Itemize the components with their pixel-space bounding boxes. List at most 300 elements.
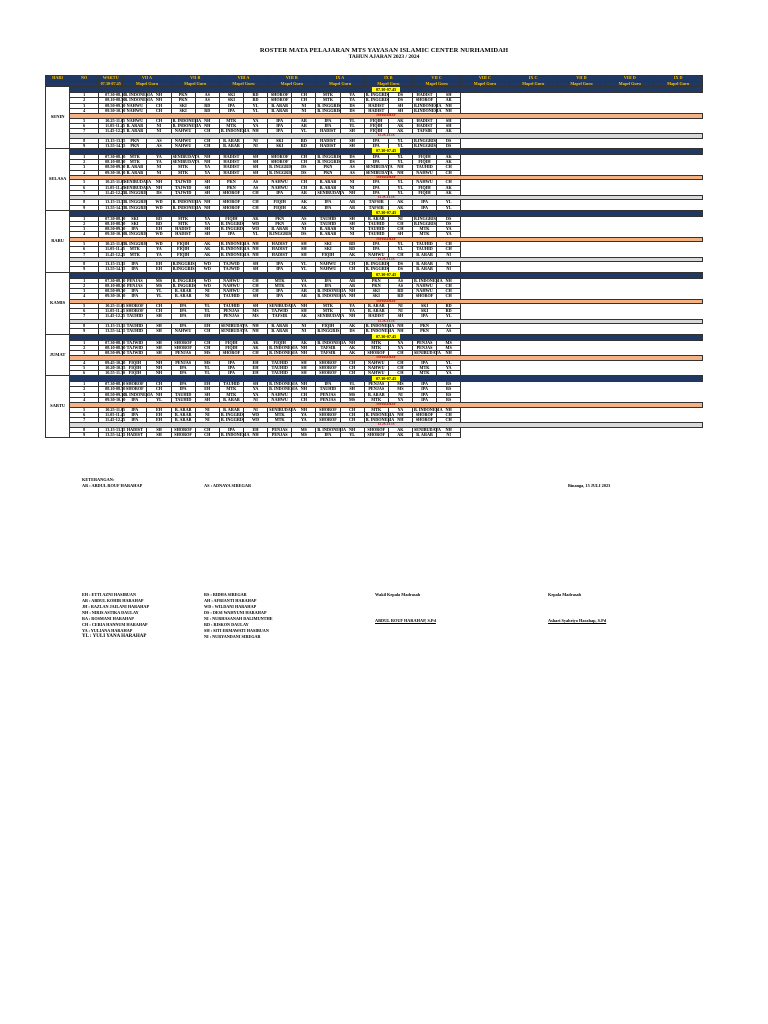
teacher-cell: EH (147, 262, 171, 267)
teacher-cell: DS (388, 267, 412, 272)
teacher-cell: SH (388, 232, 412, 237)
teacher-cell: MS (292, 427, 316, 432)
teacher-cell: YL (147, 294, 171, 299)
teacher-cell: YA (340, 98, 364, 103)
teacher-cell: YA (340, 304, 364, 309)
teacher-cell: CH (147, 118, 171, 123)
period-time: 09.45-10.20 (99, 360, 123, 365)
period-number: 2 (70, 98, 99, 103)
teacher-cell: NI (195, 289, 219, 294)
subject-cell: NAHWU (123, 118, 147, 123)
day-name: SABTU (46, 376, 70, 438)
teacher-cell: SH (340, 143, 364, 148)
subject-cell: IPA (268, 118, 292, 123)
teacher-cell: CH (243, 278, 267, 283)
period-time: 11.05-11.45 (99, 123, 123, 128)
subject-cell: TAUHID (412, 165, 436, 170)
period-time: 09.30-10.10 (99, 397, 123, 402)
teacher-cell: NI (340, 232, 364, 237)
teacher-cell: YA (243, 123, 267, 128)
subject-cell: SKI (219, 98, 243, 103)
subject-cell: TAUHID (123, 324, 147, 329)
teacher-cell: DS (388, 93, 412, 98)
subject-cell: TAJWID (219, 262, 243, 267)
teacher-cell: NI (147, 123, 171, 128)
teacher-cell: AK (243, 345, 267, 350)
break-label: ISTIRAHAT (70, 403, 703, 408)
period-time: 08.10-08.50 (99, 345, 123, 350)
head-title: Kepala Madrasah (548, 592, 582, 597)
teacher-cell: NI (388, 392, 412, 397)
teacher-cell: CH (292, 397, 316, 402)
period-time: 08.10-08.50 (99, 222, 123, 227)
subject-cell: HADIST (219, 160, 243, 165)
teacher-cell: AK (195, 252, 219, 257)
teacher-cell: NH (340, 340, 364, 345)
subject-cell: B. INGGRIS (220, 411, 244, 417)
subject-cell: TAUHID (171, 392, 195, 397)
header-class: VIII D (606, 76, 654, 82)
teacher-cell: CH (292, 180, 316, 185)
subject-cell: B. ARAB (268, 227, 292, 232)
break-label: 12.25-13.15 (70, 257, 703, 262)
teacher-cell: CH (147, 382, 171, 387)
teacher-cell: DS (437, 222, 461, 227)
subject-cell: B. INDONESIA (220, 127, 250, 133)
subheader-cell: Mapel Guru (316, 82, 364, 87)
teacher-cell: YA (147, 160, 171, 165)
teacher-cell: NI (195, 417, 219, 422)
subject-cell: SHOROF (171, 340, 195, 345)
teacher-cell: CH (437, 180, 461, 185)
teacher-cell: MS (437, 345, 461, 350)
teacher-cell: SH (243, 155, 267, 160)
teacher-cell: WD (147, 205, 171, 210)
subheader-cell: Mapel Guru (364, 82, 412, 87)
period-time: 07.30-08.10 (99, 340, 123, 345)
teacher-cell: NH (292, 382, 316, 387)
teacher-cell: YL (243, 108, 267, 113)
subject-cell: NAHWU (316, 267, 340, 272)
teacher-cell: EH (147, 412, 171, 417)
period-number: 1 (70, 155, 99, 160)
subject-cell: IPA (171, 309, 195, 314)
period-time: 07.30-08.10 (99, 382, 123, 387)
band-time: 07.30-07.45 (372, 272, 400, 277)
subject-cell: B.INGGRIS (413, 221, 436, 227)
subject-cell: SENIBUDAYA (413, 426, 441, 432)
teacher-cell: NH (243, 329, 267, 334)
teacher-cell: YL (292, 267, 316, 272)
teacher-cell: SH (195, 190, 219, 195)
subject-cell: NAHWU (268, 397, 292, 402)
band-time: 07.30-07.45 (372, 148, 400, 153)
teacher-cell: AR (340, 205, 364, 210)
subject-cell: MTK (364, 340, 388, 345)
subject-cell: IPA (123, 289, 147, 294)
teacher-cell: RD (195, 108, 219, 113)
teacher-cell: CH (292, 93, 316, 98)
teacher-cell: NI (195, 412, 219, 417)
period-number: 6 (70, 123, 99, 128)
subject-cell: IPA (364, 180, 388, 185)
subject-cell: SENIBUDAYA (269, 303, 297, 308)
subject-cell: FIQIH (412, 160, 436, 165)
teacher-cell: AS (340, 165, 364, 170)
teacher-cell: YL (340, 432, 364, 437)
subject-cell: B. INDONESIA (172, 117, 202, 123)
period-number: 3 (70, 350, 99, 355)
break-label: ISTIRAHAT (70, 114, 703, 119)
teacher-cell: NI (292, 227, 316, 232)
subject-cell: B. INGGRIS (317, 154, 341, 160)
teacher-cell: NH (437, 427, 461, 432)
teacher-cell: CH (340, 407, 364, 412)
teacher-cell: AK (437, 128, 461, 133)
subject-cell: B. INDONESIA (365, 416, 395, 422)
header-class: IX D (654, 76, 703, 82)
teacher-cell: NH (340, 289, 364, 294)
teacher-cell: NI (243, 397, 267, 402)
subject-cell: B. ARAB (412, 252, 436, 257)
band-time: 07.30-07.45 (372, 87, 400, 92)
teacher-cell: NH (147, 185, 171, 190)
period-number: 5 (70, 242, 99, 247)
subject-cell: TAUHID (219, 382, 243, 387)
vice-head-name: ABDUL ROUF HARAHAP, S.Pd (375, 618, 436, 623)
teacher-cell: MS (147, 278, 171, 283)
header-class: VII B (171, 76, 219, 82)
teacher-cell: AK (340, 350, 364, 355)
subject-cell: NAHWU (412, 289, 436, 294)
subject-cell: NAHWU (268, 180, 292, 185)
subject-cell: B. INGGRIS (269, 169, 293, 175)
subject-cell: MTK (123, 160, 147, 165)
subject-cell: FIQIH (364, 128, 388, 133)
subject-cell: B. INDONESIA (269, 386, 298, 392)
subheader-time: 07.30-07.45 (100, 81, 121, 86)
header-day: HARI (46, 76, 70, 82)
subject-cell: B. ARAB (219, 407, 243, 412)
legend-entry: YL : YULI YANA HARAHAP (82, 634, 147, 639)
subject-cell: B. INDONESIA (269, 381, 298, 387)
break-label: ISTIRAHAT (70, 356, 703, 361)
subject-cell: HADIST (412, 123, 436, 128)
subject-cell: SENIBUDAYA (269, 406, 297, 412)
subject-cell: HADIST (219, 155, 243, 160)
subject-cell: SKI (219, 93, 243, 98)
subject-cell: B. ARAB (268, 324, 292, 329)
subject-cell: FIQIH (219, 345, 243, 350)
subject-cell: HADIST (412, 93, 436, 98)
subheader-cell: Mapel Guru (557, 82, 605, 87)
subject-cell: SHOROF (171, 345, 195, 350)
subject-cell: TAJWID (219, 267, 243, 272)
teacher-cell: DS (340, 329, 364, 334)
subject-cell: MTK (171, 170, 195, 175)
teacher-cell: NH (292, 350, 316, 355)
teacher-cell: WD (195, 283, 219, 288)
teacher-cell: YL (388, 138, 412, 143)
teacher-cell: DS (340, 108, 364, 113)
subject-cell: SHOROF (316, 371, 340, 376)
teacher-cell: CH (147, 103, 171, 108)
subject-cell: TAUHID (316, 387, 340, 392)
subject-cell: HADIST (219, 165, 243, 170)
subject-cell: SENIBUDAYA (124, 184, 152, 190)
subject-cell: MTK (219, 118, 243, 123)
teacher-cell: WD (195, 262, 219, 267)
teacher-cell: SH (243, 382, 267, 387)
teacher-cell: CH (437, 247, 461, 252)
teacher-cell: RD (340, 242, 364, 247)
teacher-cell: SH (292, 247, 316, 252)
teacher-cell: AK (243, 216, 267, 221)
teacher-cell: NH (388, 165, 412, 170)
subject-cell: TAUHID (316, 216, 340, 221)
subject-cell: B. INGGRIS (124, 199, 148, 205)
period-number: 6 (70, 309, 99, 314)
subject-cell: IPA (219, 427, 243, 432)
teacher-cell: AK (388, 123, 412, 128)
teacher-cell: AK (437, 185, 461, 190)
subject-cell: NAHWU (123, 103, 147, 108)
subject-cell: FIQIH (268, 205, 292, 210)
subject-cell: MTK (316, 93, 340, 98)
teacher-cell: SH (243, 304, 267, 309)
period-time: 11.45-12.25 (99, 314, 123, 319)
subject-cell: IPA (364, 155, 388, 160)
period-number: 3 (70, 165, 99, 170)
teacher-cell: YA (340, 309, 364, 314)
subject-cell: B. ARAB (171, 294, 195, 299)
subject-cell: PKN (123, 138, 147, 143)
teacher-cell: EH (195, 314, 219, 319)
subject-cell: PKN (219, 185, 243, 190)
subject-cell: MTK (364, 397, 388, 402)
subject-cell: SKI (268, 143, 292, 148)
teacher-cell: NH (388, 324, 412, 329)
subject-cell: PENJAS (123, 283, 147, 288)
subject-cell: TAUHID (219, 304, 243, 309)
teacher-cell: YA (195, 216, 219, 221)
teacher-cell: CH (292, 160, 316, 165)
teacher-cell: NH (292, 387, 316, 392)
subject-cell: SKI (412, 309, 436, 314)
subject-cell: MTK (268, 417, 292, 422)
period-number: 8 (70, 427, 99, 432)
teacher-cell: YL (292, 128, 316, 133)
subject-cell: FIQIH (412, 190, 436, 195)
subject-cell: PENJAS (171, 350, 195, 355)
subject-cell: B.INGGRIS (413, 137, 436, 143)
teacher-cell: NI (437, 252, 461, 257)
period-time: 07.30-08.10 (99, 278, 123, 283)
period-time: 10.25-11.05 (99, 242, 123, 247)
teacher-cell: YA (388, 345, 412, 350)
legend-entry: JH : RAZLAN JAILANI HARAHAP (82, 604, 150, 609)
teacher-cell: AK (243, 340, 267, 345)
teacher-cell: NH (195, 123, 219, 128)
period-number: 6 (70, 412, 99, 417)
subject-cell: SHOROF (412, 417, 436, 422)
header-class: IX A (316, 76, 364, 82)
period-time: 13.15-13.55 (99, 324, 123, 329)
subject-cell: B. ARAB (412, 262, 436, 267)
subject-cell: NAHWU (219, 278, 243, 283)
teacher-cell: CH (243, 200, 267, 205)
subject-cell: TAJWID (123, 350, 147, 355)
teacher-cell: AK (437, 190, 461, 195)
day-name: SENIN (46, 87, 70, 149)
subject-cell: B. ARAB (171, 407, 195, 412)
teacher-cell: NH (243, 247, 267, 252)
subject-cell: MTK (316, 309, 340, 314)
subject-cell: NAHWU (268, 185, 292, 190)
teacher-cell: NH (437, 278, 461, 283)
subject-cell: MTK (123, 252, 147, 257)
subject-cell: IPA (364, 190, 388, 195)
teacher-cell: RS (437, 397, 461, 402)
subject-cell: SENIBUDAYA (317, 313, 345, 319)
teacher-cell: CH (437, 294, 461, 299)
subject-cell: B.INGGRIS (172, 266, 195, 272)
subject-cell: TAFSIR (364, 205, 388, 210)
subject-cell: NAHWU (412, 170, 436, 175)
teacher-cell: WD (147, 242, 171, 247)
teacher-cell: RS (437, 387, 461, 392)
subject-cell: B. ARAB (219, 138, 243, 143)
subject-cell: B. INDONESIA (413, 277, 443, 283)
subject-cell: SENIBUDAYA (365, 169, 393, 175)
subject-cell: IPA (123, 227, 147, 232)
teacher-cell: NH (437, 103, 461, 108)
subject-cell: TAFSIR (316, 350, 340, 355)
subject-cell: MTK (412, 227, 436, 232)
teacher-cell: NI (340, 185, 364, 190)
period-time: 08.10-08.50 (99, 98, 123, 103)
subject-cell: PKN (316, 165, 340, 170)
subject-cell: IPA (268, 289, 292, 294)
teacher-cell: YL (388, 160, 412, 165)
subject-cell: FIQIH (364, 118, 388, 123)
teacher-cell: AR (292, 123, 316, 128)
subject-cell: TAFSIR (412, 128, 436, 133)
subject-cell: IPA (171, 365, 195, 370)
teacher-cell: NH (147, 93, 171, 98)
teacher-cell: CH (195, 138, 219, 143)
teacher-cell: NH (388, 417, 412, 422)
subject-cell: IPA (316, 283, 340, 288)
teacher-cell: YL (340, 382, 364, 387)
teacher-cell: YL (147, 397, 171, 402)
teacher-cell: YL (340, 118, 364, 123)
teacher-cell: SH (292, 365, 316, 370)
teacher-cell: EH (147, 227, 171, 232)
teacher-cell: SH (243, 267, 267, 272)
teacher-cell: AR (437, 98, 461, 103)
subject-cell: SHOROF (412, 412, 436, 417)
teacher-cell: RD (292, 143, 316, 148)
subject-cell: MTK (364, 407, 388, 412)
teacher-cell: NI (292, 108, 316, 113)
subject-cell: SHOROF (123, 309, 147, 314)
subject-cell: IPA (219, 232, 243, 237)
teacher-cell: RD (147, 216, 171, 221)
subheader-cell: Mapel Guru (509, 82, 557, 87)
subject-cell: B. INDONESIA (124, 92, 153, 98)
teacher-cell: NI (292, 329, 316, 334)
subject-cell: B. ARAB (123, 165, 147, 170)
subject-cell: B. INDONESIA (220, 246, 250, 252)
subject-cell: B. INDONESIA (317, 426, 347, 432)
subject-cell: MTK (316, 304, 340, 309)
teacher-cell: NI (388, 309, 412, 314)
subject-cell: NAHWU (412, 180, 436, 185)
subject-cell: IPA (412, 360, 436, 365)
teacher-cell: RD (437, 304, 461, 309)
teacher-cell: AS (437, 329, 461, 334)
teacher-cell: CH (195, 345, 219, 350)
teacher-cell: WD (243, 412, 267, 417)
period-number: 4 (70, 170, 99, 175)
subject-cell: PENJAS (268, 427, 292, 432)
teacher-cell: AS (195, 98, 219, 103)
subject-cell: SENIBUDAYA (317, 189, 345, 195)
header-no: NO (70, 76, 99, 82)
legend-entry: NI : NURYANDANI SIREGAR (204, 634, 261, 639)
subject-cell: TAUHID (123, 329, 147, 334)
teacher-cell: YA (243, 392, 267, 397)
subject-cell: HADIST (171, 232, 195, 237)
subject-cell: SHOROF (219, 350, 243, 355)
legend-entry: AR : ABDUL KOHIR HARAHAP (82, 598, 144, 603)
subject-cell: B. INGGRIS (124, 204, 148, 210)
subject-cell: NAHWU (268, 392, 292, 397)
period-number: 1 (70, 340, 99, 345)
teacher-cell: SH (437, 123, 461, 128)
subject-cell: IPA (412, 392, 436, 397)
header-class: IX C (509, 76, 557, 82)
teacher-cell: RD (292, 138, 316, 143)
period-number: 3 (70, 103, 99, 108)
teacher-cell: MS (147, 283, 171, 288)
period-number: 4 (70, 108, 99, 113)
subheader-cell: Mapel Guru (171, 82, 219, 87)
teacher-cell: YA (195, 170, 219, 175)
teacher-cell: YA (340, 93, 364, 98)
teacher-cell: YL (340, 123, 364, 128)
teacher-cell: CH (437, 417, 461, 422)
subject-cell: B. INDONESIA (220, 431, 250, 437)
teacher-cell: NI (147, 170, 171, 175)
teacher-cell: SH (340, 216, 364, 221)
teacher-cell: CH (195, 143, 219, 148)
subject-cell: B. INGGRIS (269, 164, 293, 170)
subject-cell: B. INDONESIA (413, 406, 443, 412)
teacher-cell: CH (147, 304, 171, 309)
teacher-cell: NH (195, 200, 219, 205)
teacher-cell: MS (340, 392, 364, 397)
subject-cell: TAJWID (171, 180, 195, 185)
subject-cell: PENJAS (123, 278, 147, 283)
teacher-cell: SH (147, 324, 171, 329)
subject-cell: NAHWU (219, 289, 243, 294)
subject-cell: FIQIH (219, 340, 243, 345)
subject-cell: SHOROF (219, 205, 243, 210)
subject-cell: MTK (171, 222, 195, 227)
period-time: 13.15-13.55 (99, 262, 123, 267)
